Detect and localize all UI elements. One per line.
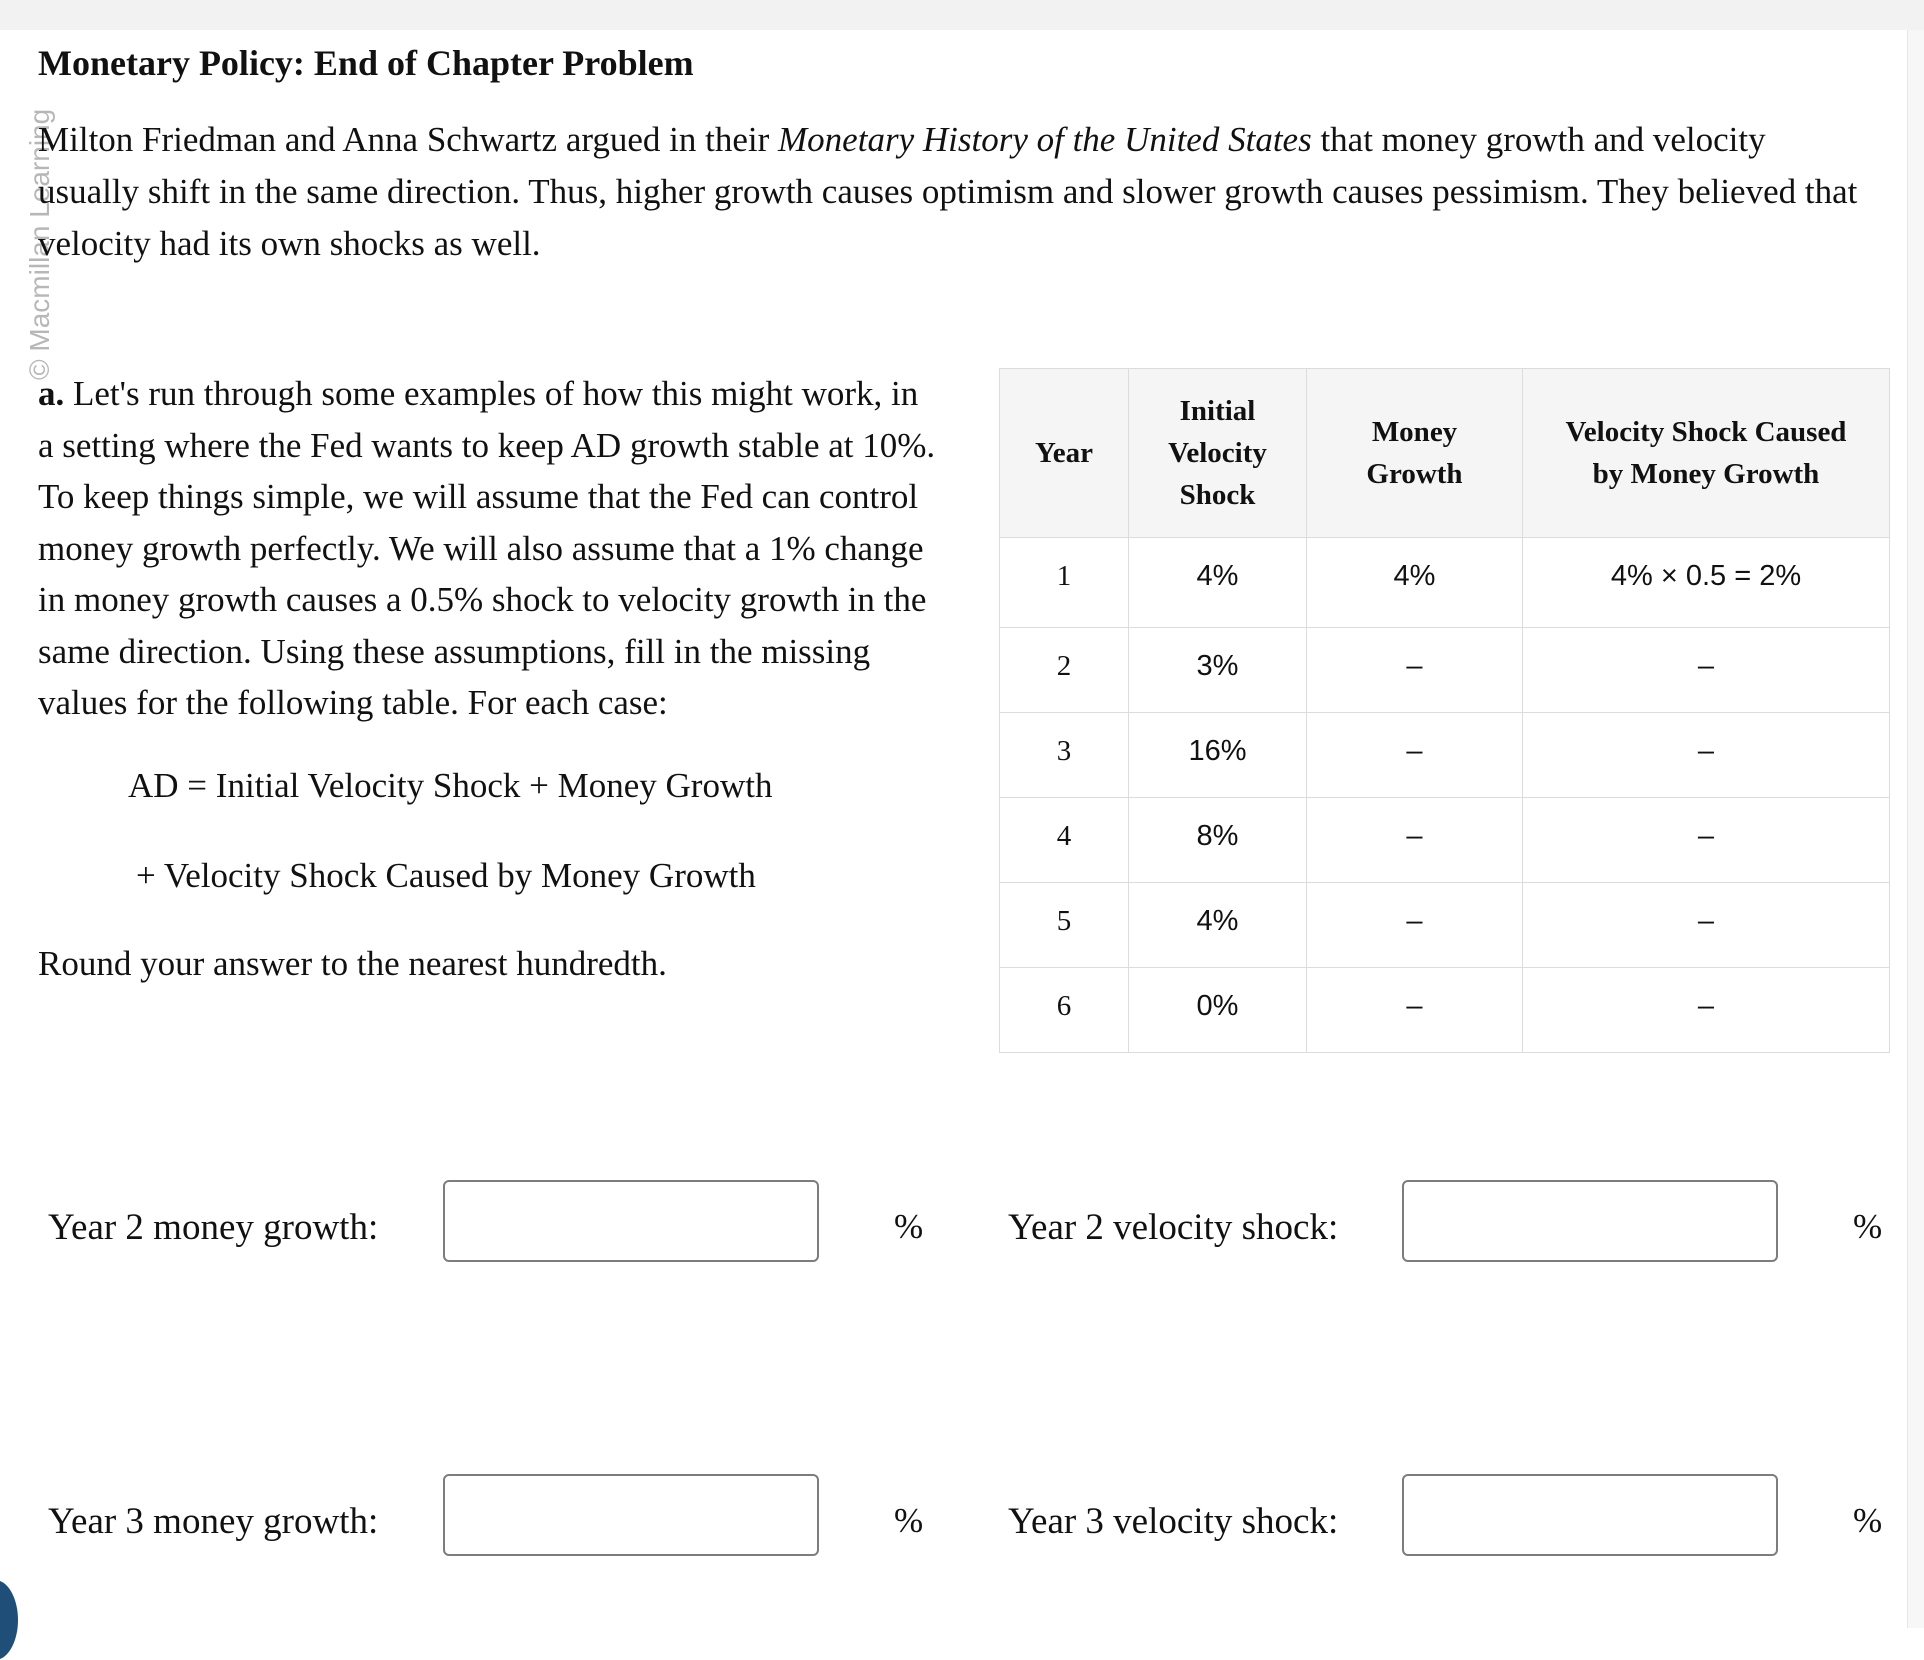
year3-velocity-shock-unit: % <box>1853 1501 1883 1540</box>
table-row <box>1000 628 1890 713</box>
year3-velocity-shock-label: Year 3 velocity shock: <box>1008 1501 1339 1542</box>
cell-velocity-shock-caused: – <box>1523 713 1890 798</box>
cell-velocity-shock-caused: – <box>1523 798 1890 883</box>
year2-velocity-shock-label: Year 2 velocity shock: <box>1008 1207 1339 1248</box>
table-row <box>1000 713 1890 798</box>
cell-year: 2 <box>1000 628 1129 713</box>
velocity-table <box>999 368 1890 1053</box>
intro-paragraph <box>38 114 1868 270</box>
cell-initial-velocity-shock: 16% <box>1129 713 1307 798</box>
intro-text-before: Milton Friedman and Anna Schwartz argued in their <box>38 120 779 159</box>
copyright-watermark: © Macmillan Learning <box>24 108 55 380</box>
cell-year: 3 <box>1000 713 1129 798</box>
cell-velocity-shock-caused: – <box>1523 883 1890 968</box>
rounding-instruction: Round your answer to the nearest hundredth. <box>38 944 667 983</box>
cell-velocity-shock-caused: – <box>1523 628 1890 713</box>
table-row <box>1000 798 1890 883</box>
header-money-growth: Money Growth <box>1307 369 1523 538</box>
table-header-row <box>1000 369 1890 538</box>
browser-top-bar <box>0 0 1924 30</box>
header-initial-velocity-shock: Initial Velocity Shock <box>1129 369 1307 538</box>
cell-velocity-shock-caused: 4% × 0.5 = 2% <box>1523 538 1890 628</box>
cell-initial-velocity-shock: 3% <box>1129 628 1307 713</box>
cell-initial-velocity-shock: 4% <box>1129 538 1307 628</box>
part-a-instructions <box>38 368 938 729</box>
year3-velocity-shock-input[interactable] <box>1402 1474 1778 1556</box>
cell-year: 4 <box>1000 798 1129 883</box>
year2-money-growth-label: Year 2 money growth: <box>48 1207 379 1248</box>
problem-page <box>0 30 1907 1628</box>
cell-money-growth: – <box>1307 713 1523 798</box>
year2-velocity-shock-unit: % <box>1853 1207 1883 1246</box>
cell-money-growth: – <box>1307 798 1523 883</box>
cell-money-growth: – <box>1307 968 1523 1053</box>
part-a-text: Let's run through some examples of how this might work, in a setting where the Fed wants to keep AD growth stable at 10%. To keep things simple, we will assume that the Fed can control money growth perfectly. We will also assume that a 1% change in money growth causes a 0.5% shock to velocity growth in the same direction. Using these assumptions, fill in the missing values for the following table. For each case: <box>38 374 936 722</box>
year3-money-growth-label: Year 3 money growth: <box>48 1501 379 1542</box>
cell-money-growth: – <box>1307 883 1523 968</box>
cell-money-growth: – <box>1307 628 1523 713</box>
part-a-label: a. <box>38 374 65 413</box>
intro-text-after: that money growth and velocity usually shift in the same direction. Thus, higher growth causes optimism and slower growth causes pessimism. They believed that velocity had its own shocks as well. <box>38 120 1858 263</box>
cell-initial-velocity-shock: 8% <box>1129 798 1307 883</box>
year2-velocity-shock-input[interactable] <box>1402 1180 1778 1262</box>
vertical-scrollbar[interactable] <box>1907 30 1924 1628</box>
ad-equation-line-2: + Velocity Shock Caused by Money Growth <box>136 856 756 895</box>
cell-initial-velocity-shock: 4% <box>1129 883 1307 968</box>
book-title: Monetary History of the United States <box>778 120 1312 159</box>
header-year: Year <box>1000 369 1129 538</box>
page-title: Monetary Policy: End of Chapter Problem <box>38 43 694 83</box>
table-row <box>1000 968 1890 1053</box>
cell-year: 5 <box>1000 883 1129 968</box>
year3-money-growth-unit: % <box>894 1501 924 1540</box>
cell-velocity-shock-caused: – <box>1523 968 1890 1053</box>
table-row <box>1000 883 1890 968</box>
cell-year: 1 <box>1000 538 1129 628</box>
header-velocity-shock-caused: Velocity Shock Caused by Money Growth <box>1523 369 1890 538</box>
ad-equation-line-1: AD = Initial Velocity Shock + Money Growth <box>128 766 773 805</box>
cell-money-growth: 4% <box>1307 538 1523 628</box>
year2-money-growth-unit: % <box>894 1207 924 1246</box>
year3-money-growth-input[interactable] <box>443 1474 819 1556</box>
table-row <box>1000 538 1890 628</box>
cell-year: 6 <box>1000 968 1129 1053</box>
cell-initial-velocity-shock: 0% <box>1129 968 1307 1053</box>
year2-money-growth-input[interactable] <box>443 1180 819 1262</box>
